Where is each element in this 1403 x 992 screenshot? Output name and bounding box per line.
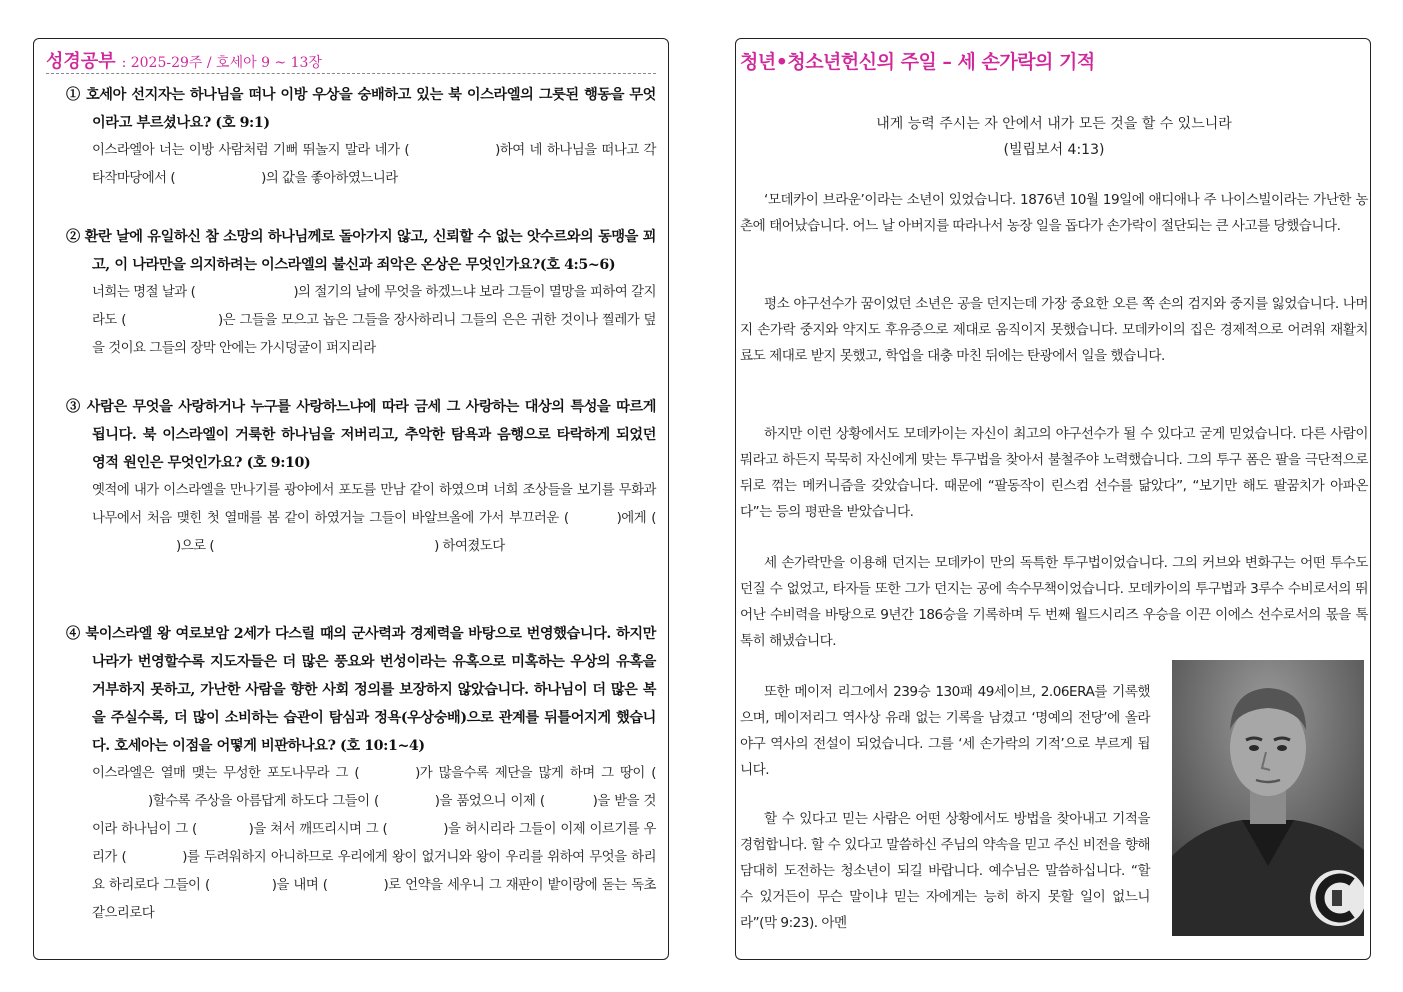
question-1 <box>66 81 656 193</box>
paragraph-6: 할 수 있다고 믿는 사람은 어떤 상황에서도 방법을 찾아내고 기적을 경험합니다. 할 수 있다고 말씀하신 주님의 약속을 믿고 주신 비전을 향해 담대히 도전하는 청소년이 되길 바랍니다. 예수님은 말씀하십니다. “할 수 있거든이 무슨 말이냐 믿는 자에게는 능히 하지 못할 일이 없느니라”(막 9:23). 아멘 <box>740 811 1150 931</box>
question-4 <box>66 620 656 928</box>
question-text: ④ 북이스라엘 왕 여로보암 2세가 다스릴 때의 군사력과 경제력을 바탕으로 번영했습니다. 하지만 나라가 번영할수록 지도자들은 더 많은 풍요와 번성이라는 유혹으로 미혹하는 우상의 유혹을 거부하지 못하고, 가난한 사람을 향한 사회 정의를 보장하지 않았습니다. 하나님이 더 많은 복을 주실수록, 더 많이 소비하는 습관이 탐심과 정욕(우상숭배)으로 관계를 뒤틀어지게 했습니다. 호세아는 이점을 어떻게 비판하나요? (호 10:1~4) <box>66 626 656 754</box>
question-text: ② 환란 날에 유일하신 참 소망의 하나님께로 돌아가지 않고, 신뢰할 수 없는 앗수르와의 동맹을 꾀고, 이 나라만을 의지하려는 이스라엘의 불신과 죄악은 온상은 무엇인가요?(호 4:5~6) <box>66 229 656 273</box>
paragraph-2: 평소 야구선수가 꿈이었던 소년은 공을 던지는데 가장 중요한 오른 쪽 손의 검지와 중지를 잃었습니다. 나머지 손가락 중지와 약지도 후유증으로 제대로 움직이지 못했습니다. 모데카이의 집은 경제적으로 어려워 재활치료도 제대로 받지 못했고, 학업을 대충 마친 뒤에는 탄광에서 일을 했습니다. <box>740 296 1368 364</box>
answer-text: 너희는 명절 날과 ( )의 절기의 날에 무엇을 하겠느냐 보라 그들이 멸망을 피하여 갈지라도 ( )은 그들을 모으고 놉은 그들을 장사하리니 그들의 은은 귀한 것이나 찔레가 덮을 것이요 그들의 장막 안에는 가시덩굴이 퍼지리라 <box>92 285 656 356</box>
devotional-panel <box>735 38 1371 960</box>
verse-text: 내게 능력 주시는 자 안에서 내가 모든 것을 할 수 있느니라 <box>876 116 1232 132</box>
question-text: ① 호세아 선지자는 하나님을 떠나 이방 우상을 숭배하고 있는 북 이스라엘의 그릇된 행동을 무엇이라고 부르셨나요? (호 9:1) <box>66 87 656 131</box>
answer-text: 이스라엘은 열매 맺는 무성한 포도나무라 그 ( )가 많을수록 제단을 많게 하며 그 땅이 ()할수록 주상을 아름답게 하도다 그들이 ( )을 품었으니 이제 ( )을 받을 것이라 하나님이 그 ( )을 쳐서 깨뜨리시며 그 ( )을 허시리라 그들이 이제 이르기를 우리가 ( )를 두려워하지 아니하므로 우리에게 왕이 없거니와 왕이 우리를 위하여 무엇을 하리요 하리로다 그들이 ( )을 내며 ( )로 언약을 세우니 그 재판이 밭이랑에 돋는 독초 같으리로다 <box>92 766 657 921</box>
paragraph-1: ‘모데카이 브라운’이라는 소년이 있었습니다. 1876년 10월 19일에 애디애나 주 나이스빌이라는 가난한 농촌에 태어났습니다. 어느 날 아버지를 따라나서 농장 일을 돕다가 손가락이 절단되는 큰 사고를 당했습니다. <box>740 192 1368 234</box>
verse-reference: (빌립보서 4:13) <box>1003 142 1105 158</box>
answer-text: 이스라엘아 너는 이방 사람처럼 기뻐 뛰놀지 말라 네가 ( )하여 네 하나님을 떠나고 각 타작마당에서 ( )의 값을 좋아하였느니라 <box>92 143 656 186</box>
bible-study-header <box>46 47 656 74</box>
key-verse <box>736 111 1372 163</box>
paragraph-4: 세 손가락만을 이용해 던지는 모데카이 만의 독특한 투구법이었습니다. 그의 커브와 변화구는 어떤 투수도 던질 수 없었고, 타자들 또한 그가 던지는 공에 속수무책이었습니다. 모데카이의 투구법과 3루수 수비로서의 뛰어난 수비력을 바탕으로 9년간 186승을 기록하며 두 번째 월드시리즈 우승을 이끈 이에스 선수로서의 몫을 톡톡히 해냈습니다. <box>740 555 1368 649</box>
paragraph-5: 또한 메이저 리그에서 239승 130패 49세이브, 2.06ERA를 기록했으며, 메이저리그 역사상 유래 없는 기록을 남겼고 ‘명예의 전당’에 올라 야구 역사의 전설이 되었습니다. 그를 ‘세 손가락의 기적’으로 부르게 됩니다. <box>740 684 1150 778</box>
answer-text: 옛적에 내가 이스라엘을 만나기를 광야에서 포도를 만남 같이 하였으며 너희 조상들을 보기를 무화과나무에서 처음 맺힌 첫 열매를 봄 같이 하였거늘 그들이 바알브올에 가서 부끄러운 ( )에게 ()으로 ( ) 하여졌도다 <box>92 483 657 554</box>
bible-study-subtitle: : 2025-29주 / 호세아 9 ~ 13장 <box>121 55 322 71</box>
bible-study-title: 성경공부 <box>46 51 116 72</box>
paragraph-3: 하지만 이런 상황에서도 모데카이는 자신이 최고의 야구선수가 될 수 있다고 굳게 믿었습니다. 다른 사람이 뭐라고 하든지 묵묵히 자신에게 맞는 투구법을 찾아서 불철주야 노력했습니다. 그의 투구 폼은 팔을 극단적으로 뒤로 꺾는 메커니즘을 갖았습니다. 때문에 “팔동작이 린스컴 선수를 닮았다”, “보기만 해도 팔꿈치가 아파온다”는 등의 평판을 받았습니다. <box>740 426 1368 520</box>
devotional-title: 청년•청소년헌신의 주일 – 세 손가락의 기적 <box>740 51 1095 73</box>
baseball-player-photo <box>1172 660 1364 936</box>
question-3 <box>66 393 656 561</box>
question-text: ③ 사람은 무엇을 사랑하거나 누구를 사랑하느냐에 따라 금세 그 사랑하는 대상의 특성을 따르게 됩니다. 북 이스라엘이 거룩한 하나님을 저버리고, 추악한 탐욕과 음행으로 타락하게 되었던 영적 원인은 무엇인가요? (호 9:10) <box>66 399 656 471</box>
bible-study-panel <box>33 38 669 960</box>
question-2 <box>66 223 656 363</box>
